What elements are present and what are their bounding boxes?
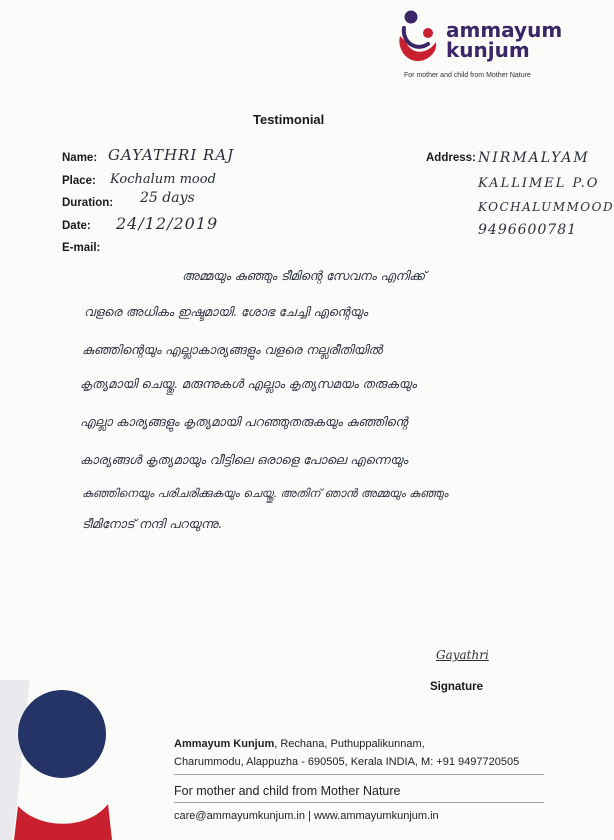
footer-tagline: For mother and child from Mother Nature <box>174 784 401 798</box>
date-label: Date: <box>62 220 91 232</box>
signature-label: Signature <box>430 681 484 693</box>
testimonial-line: കൃത്യമായി ചെയ്തു. മരുന്നുകൾ എല്ലാം കൃത്യസമയം തരുകയും <box>80 376 417 391</box>
testimonial-line: വളരെ അധികം ഇഷ്ടമായി. ശോഭ ചേച്ചി എന്റെയും <box>84 304 368 319</box>
footer-company: Ammayum Kunjum <box>174 738 275 750</box>
duration-value: 25 days <box>140 190 195 206</box>
handwritten-signature: Gayathri <box>436 648 489 662</box>
testimonial-line: കുഞ്ഞിന്റെയും എല്ലാകാര്യങ്ങളും വളരെ നല്ലരീതിയിൽ <box>82 342 383 357</box>
duration-label: Duration: <box>62 197 114 209</box>
address-line: KOCHALUMMOOD <box>478 200 614 214</box>
page-title: Testimonial <box>253 112 325 127</box>
brand-name-line1: ammayum <box>446 18 563 42</box>
name-value: GAYATHRI RAJ <box>108 146 235 164</box>
address-line: KALLIMEL P.O <box>478 176 600 191</box>
brand-name-line2: kunjum <box>446 38 530 62</box>
place-value: Kochalum mood <box>110 172 216 187</box>
brand-logo-icon <box>394 8 442 68</box>
phone-number: 9496600781 <box>478 222 578 238</box>
testimonial-line: അമ്മയും കുഞ്ഞും ടീമിന്റെ സേവനം എനിക്ക് <box>182 268 426 283</box>
address-label: Address: <box>426 152 476 164</box>
footer-contact: care@ammayumkunjum.in | www.ammayumkunjum.in <box>174 810 439 822</box>
footer-logo-icon <box>0 680 150 840</box>
date-value: 24/12/2019 <box>116 214 219 233</box>
name-label: Name: <box>62 152 98 164</box>
place-label: Place: <box>62 175 96 187</box>
footer-divider <box>174 774 544 775</box>
footer-divider <box>174 802 544 803</box>
address-line: NIRMALYAM <box>478 150 590 166</box>
testimonial-line: കാര്യങ്ങൾ കൃത്യമായും വീട്ടിലെ ഒരാളെ പോലെ എന്നെയും <box>80 452 408 467</box>
brand-tagline: For mother and child from Mother Nature <box>404 72 531 79</box>
testimonial-line: ടീമിനോട് നന്ദി പറയുന്നു. <box>82 516 222 531</box>
email-label: E-mail: <box>62 242 101 254</box>
footer-address-line2: Charummodu, Alappuzha - 690505, Kerala INDIA, M: +91 9497720505 <box>174 756 520 768</box>
testimonial-line: എല്ലാ കാര്യങ്ങളും കൃത്യമായി പറഞ്ഞുതരുകയും കുഞ്ഞിന്റെ <box>80 414 408 429</box>
footer-address-line1 <box>174 738 425 750</box>
footer-address: , Rechana, Puthuppalikunnam, <box>274 738 425 750</box>
testimonial-line: കുഞ്ഞിനെയും പരിചരിക്കുകയും ചെയ്തു. അതിന് ഞാൻ അമ്മയും കുഞ്ഞും <box>82 486 449 500</box>
